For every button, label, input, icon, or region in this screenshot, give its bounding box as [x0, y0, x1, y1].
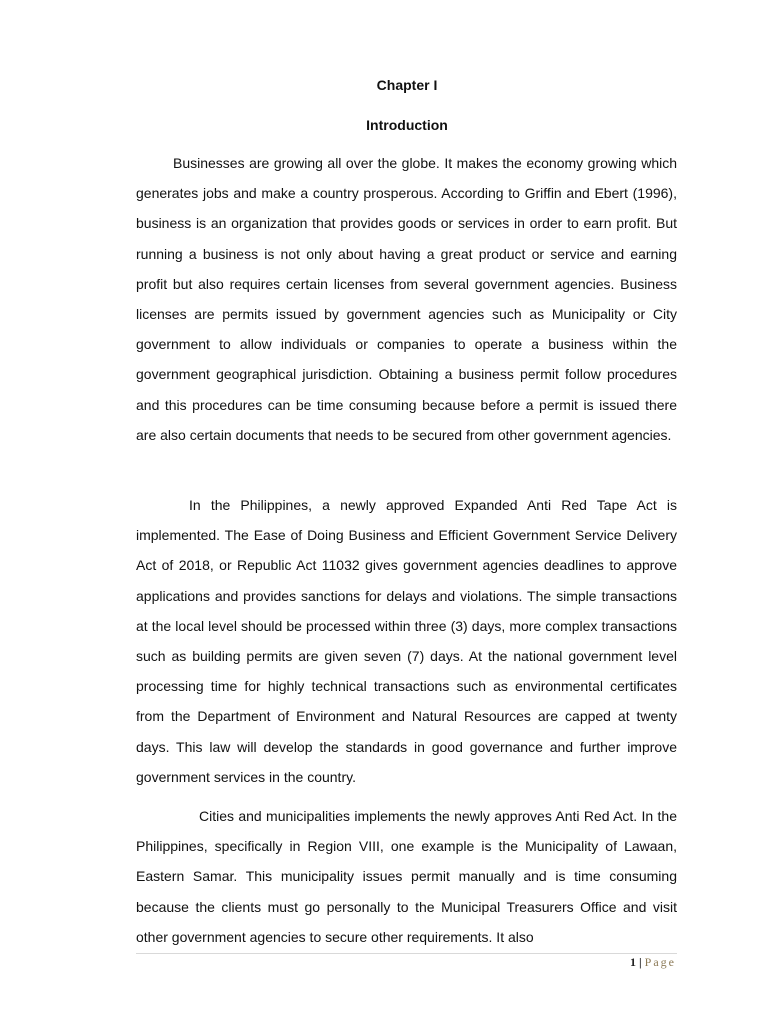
section-title: Introduction — [366, 117, 448, 133]
paragraph-2: In the Philippines, a newly approved Expanded Anti Red Tape Act is implemented. The Ease of Doing Business and Efficient Government Service Delivery Act of 2018, or Republic Act 11032 gives government agencies deadlines to approve applications and provides sanctions for delays and violations. The simple transactions at the local level should be processed within three (3) days, more complex transactions such as building permits are given seven (7) days. At the national government level processing time for highly technical transactions such as environmental certificates from the Department of Environment and Natural Resources are capped at twenty days. This law will develop the standards in good governance and further improve government services in the country. — [136, 497, 677, 785]
paragraph-1: Businesses are growing all over the globe. It makes the economy growing which generates jobs and make a country prosperous. According to Griffin and Ebert (1996), business is an organization that provides goods or services in order to earn profit. But running a business is not only about having a great product or service and earning profit but also requires certain licenses from several government agencies. Business licenses are permits issued by government agencies such as Municipality or City government to allow individuals or companies to operate a business within the government geographical jurisdiction. Obtaining a business permit follow procedures and this procedures can be time consuming because before a permit is issued there are also certain documents that needs to be secured from other government agencies. — [136, 155, 677, 443]
page-number: 1 — [630, 955, 637, 969]
chapter-heading: Chapter I — [376, 77, 438, 93]
footer-divider — [136, 953, 677, 954]
page-label: Page — [644, 955, 676, 969]
page-footer — [630, 955, 676, 970]
paragraph-3: Cities and municipalities implements the newly approves Anti Red Act. In the Philippines, specifically in Region VIII, one example is the Municipality of Lawaan, Eastern Samar. This municipality issues permit manually and is time consuming because the clients must go personally to the Municipal Treasurers Office and visit other government agencies to secure other requirements. It also — [136, 808, 677, 945]
footer-separator: | — [639, 955, 642, 969]
